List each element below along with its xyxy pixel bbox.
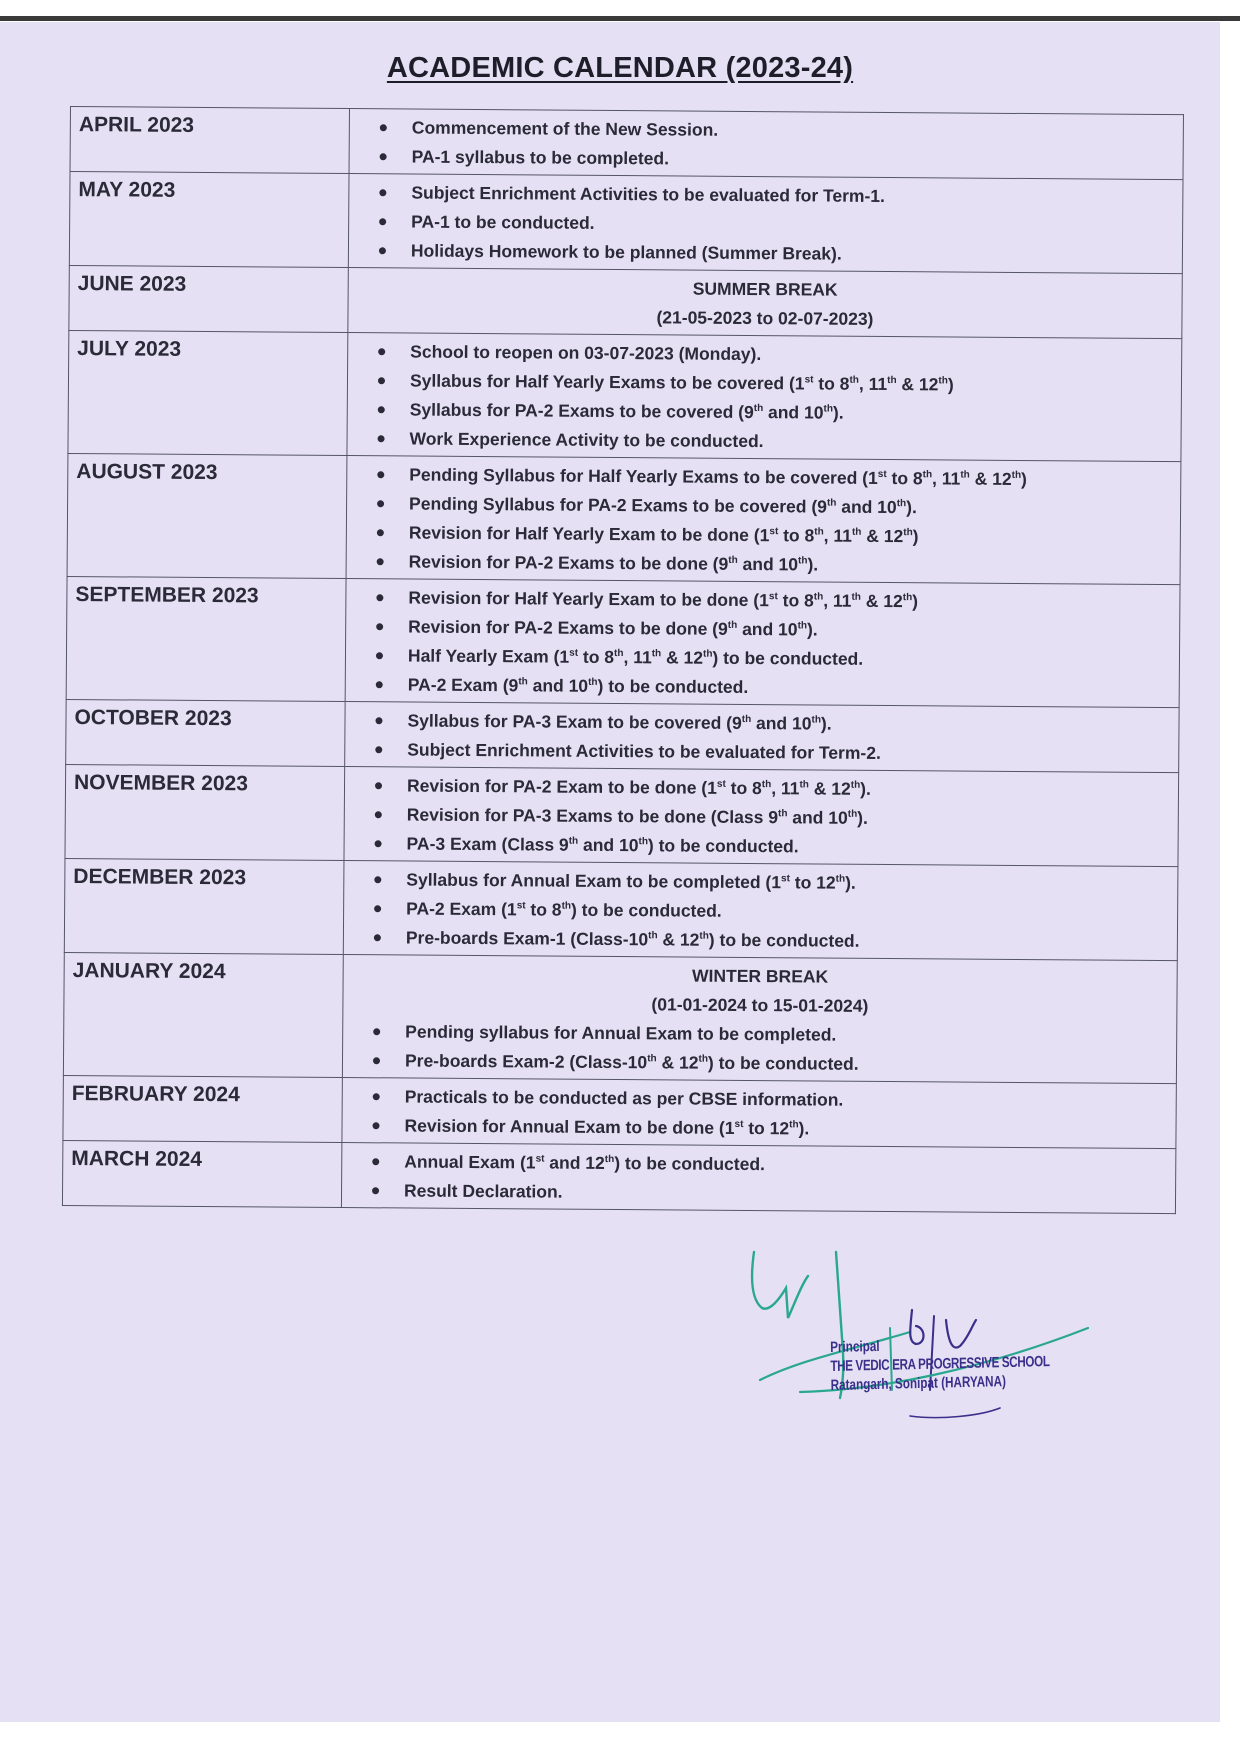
activity-text: Subject Enrichment Activities to be evaluated for Term-1. (411, 182, 886, 206)
activity-text: PA-2 Exam (9th and 10th) to be conducted. (407, 674, 749, 697)
activity-item (344, 829, 1177, 864)
month-label: JANUARY 2024 (63, 952, 343, 1077)
bullet-icon (377, 558, 384, 565)
month-activities (343, 861, 1178, 961)
activity-text: Pre-boards Exam-1 (Class-10th & 12th) to be conducted. (405, 927, 860, 951)
month-label: JULY 2023 (68, 330, 348, 455)
calendar-row (67, 453, 1181, 584)
activity-text: Revision for PA-3 Exams to be done (Class 9th and 10th). (406, 804, 868, 828)
bullet-icon (373, 1028, 380, 1035)
activity-item (345, 735, 1178, 770)
bullet-icon (376, 594, 383, 601)
school-stamp (830, 1333, 1050, 1395)
month-activities (346, 456, 1181, 585)
bullet-icon (373, 1057, 380, 1064)
bullet-icon (379, 218, 386, 225)
calendar-body (62, 107, 1183, 1214)
activity-item (344, 923, 1177, 958)
activity-text: Subject Enrichment Activities to be evaluated for Term-2. (407, 739, 881, 763)
bullet-icon (375, 811, 382, 818)
bullet-icon (379, 247, 386, 254)
month-activities (348, 268, 1182, 339)
activity-text: Syllabus for Annual Exam to be completed (1st to 12th). (406, 869, 856, 893)
activity-text: Syllabus for PA-2 Exams to be covered (9th and 10th). (409, 399, 844, 423)
activity-text: Revision for Half Yearly Exam to be done (1st to 8th, 11th & 12th) (408, 587, 919, 612)
activity-text: School to reopen on 03-07-2023 (Monday). (410, 341, 762, 365)
bullet-icon (376, 652, 383, 659)
bullet-icon (378, 435, 385, 442)
activity-text: Commencement of the New Session. (411, 117, 719, 140)
activity-text: Pending Syllabus for Half Yearly Exams to be covered (1st to 8th, 11th & 12th) (409, 464, 1027, 490)
bullet-icon (375, 782, 382, 789)
month-label: OCTOBER 2023 (66, 699, 345, 766)
calendar-row (68, 330, 1182, 461)
bullet-icon (380, 124, 387, 131)
month-activities (345, 579, 1180, 708)
bullet-icon (375, 840, 382, 847)
month-label: NOVEMBER 2023 (65, 764, 345, 860)
activity-item (342, 1111, 1175, 1146)
calendar-row (66, 699, 1179, 772)
bullet-icon (380, 153, 387, 160)
bullet-icon (372, 1158, 379, 1165)
stamp-school-name: THE VEDIC ERA PROGRESSIVE SCHOOL (830, 1353, 1050, 1375)
month-label: APRIL 2023 (70, 107, 349, 174)
bullet-icon (374, 905, 381, 912)
activity-item (347, 424, 1180, 459)
activity-text: Half Yearly Exam (1st to 8th, 11th & 12th) to be conducted. (407, 645, 864, 669)
activity-text: SUMMER BREAK (692, 278, 838, 300)
activity-item (343, 1046, 1176, 1081)
activity-text: PA-1 to be conducted. (411, 211, 595, 233)
scan-bottom-margin (0, 1722, 1240, 1755)
activity-text: PA-2 Exam (1st to 8th) to be conducted. (406, 898, 722, 921)
calendar-row (64, 858, 1178, 960)
calendar-row (66, 576, 1180, 707)
month-label: FEBRUARY 2024 (63, 1075, 342, 1142)
bullet-icon (375, 717, 382, 724)
activity-text: Work Experience Activity to be conducted. (409, 428, 764, 452)
bullet-icon (379, 189, 386, 196)
scan-right-margin (1220, 22, 1240, 1755)
stamp-title: Principal (830, 1337, 880, 1356)
activity-item (342, 1176, 1175, 1211)
activity-text: Revision for PA-2 Exams to be done (9th and 10th). (408, 616, 818, 640)
calendar-row (69, 172, 1183, 274)
calendar-row (63, 1075, 1176, 1148)
month-label: JUNE 2023 (69, 265, 348, 332)
month-label: SEPTEMBER 2023 (66, 576, 346, 701)
bullet-icon (375, 746, 382, 753)
calendar-row (69, 265, 1182, 338)
month-activities (344, 767, 1179, 867)
bullet-icon (378, 377, 385, 384)
activity-text: (01-01-2024 to 15-01-2024) (651, 994, 869, 1016)
month-activities (341, 1143, 1175, 1214)
activity-text: Practicals to be conducted as per CBSE information. (404, 1086, 844, 1110)
bullet-icon (378, 348, 385, 355)
activity-text: PA-1 syllabus to be completed. (411, 146, 670, 169)
activity-text: Syllabus for Half Yearly Exams to be covered (1st to 8th, 11th & 12th) (409, 370, 954, 395)
month-activities (348, 174, 1183, 274)
scan-top-margin (0, 0, 1240, 22)
activity-text: (21-05-2023 to 02-07-2023) (656, 307, 874, 329)
bullet-icon (373, 1122, 380, 1129)
bullet-icon (376, 681, 383, 688)
activity-text: PA-3 Exam (Class 9th and 10th) to be conducted. (406, 833, 799, 857)
stamp-address: Ratangarh, Sonipat (HARYANA) (830, 1373, 1007, 1394)
month-label: DECEMBER 2023 (64, 858, 344, 954)
bullet-icon (376, 623, 383, 630)
bullet-icon (377, 500, 384, 507)
month-activities (342, 955, 1177, 1084)
activity-text: Revision for PA-2 Exam to be done (1st to 8th, 11th & 12th). (406, 775, 871, 799)
bullet-icon (372, 1187, 379, 1194)
month-activities (349, 109, 1183, 180)
activity-text: Revision for Annual Exam to be done (1st to 12th). (404, 1115, 810, 1139)
activity-item (346, 670, 1179, 705)
month-activities (342, 1078, 1176, 1149)
activity-item (349, 236, 1182, 271)
calendar-row (62, 1140, 1175, 1213)
activity-text: WINTER BREAK (692, 965, 829, 987)
activity-item (347, 547, 1180, 582)
activity-text: Pending syllabus for Annual Exam to be completed. (405, 1021, 837, 1045)
month-label: AUGUST 2023 (67, 453, 347, 578)
bullet-icon (378, 406, 385, 413)
bullet-icon (377, 529, 384, 536)
academic-calendar-table (62, 106, 1184, 1214)
activity-text: Revision for Half Yearly Exam to be done (1st to 8th, 11th & 12th) (408, 522, 919, 547)
bullet-icon (374, 934, 381, 941)
calendar-row (63, 952, 1177, 1083)
activity-text: Holidays Homework to be planned (Summer Break). (410, 240, 842, 264)
month-label: MAY 2023 (69, 172, 349, 268)
activity-text: Pre-boards Exam-2 (Class-10th & 12th) to be conducted. (404, 1050, 859, 1074)
bullet-icon (373, 1093, 380, 1100)
calendar-row (70, 107, 1183, 180)
activity-item (350, 142, 1183, 177)
month-activities (347, 333, 1182, 462)
break-notice (348, 301, 1181, 336)
activity-text: Syllabus for PA-3 Exam to be covered (9th and 10th). (407, 710, 832, 734)
activity-text: Result Declaration. (403, 1180, 563, 1202)
document-title: ACADEMIC CALENDAR (2023-24) (386, 52, 854, 84)
activity-text: Revision for PA-2 Exams to be done (9th and 10th). (408, 551, 819, 575)
bullet-icon (374, 876, 381, 883)
month-label: MARCH 2024 (62, 1140, 341, 1207)
activity-text: Pending Syllabus for PA-2 Exams to be covered (9th and 10th). (409, 493, 917, 518)
month-activities (345, 702, 1179, 773)
calendar-row (65, 764, 1179, 866)
activity-text: Annual Exam (1st and 12th) to be conducted. (404, 1151, 766, 1175)
bullet-icon (377, 471, 384, 478)
